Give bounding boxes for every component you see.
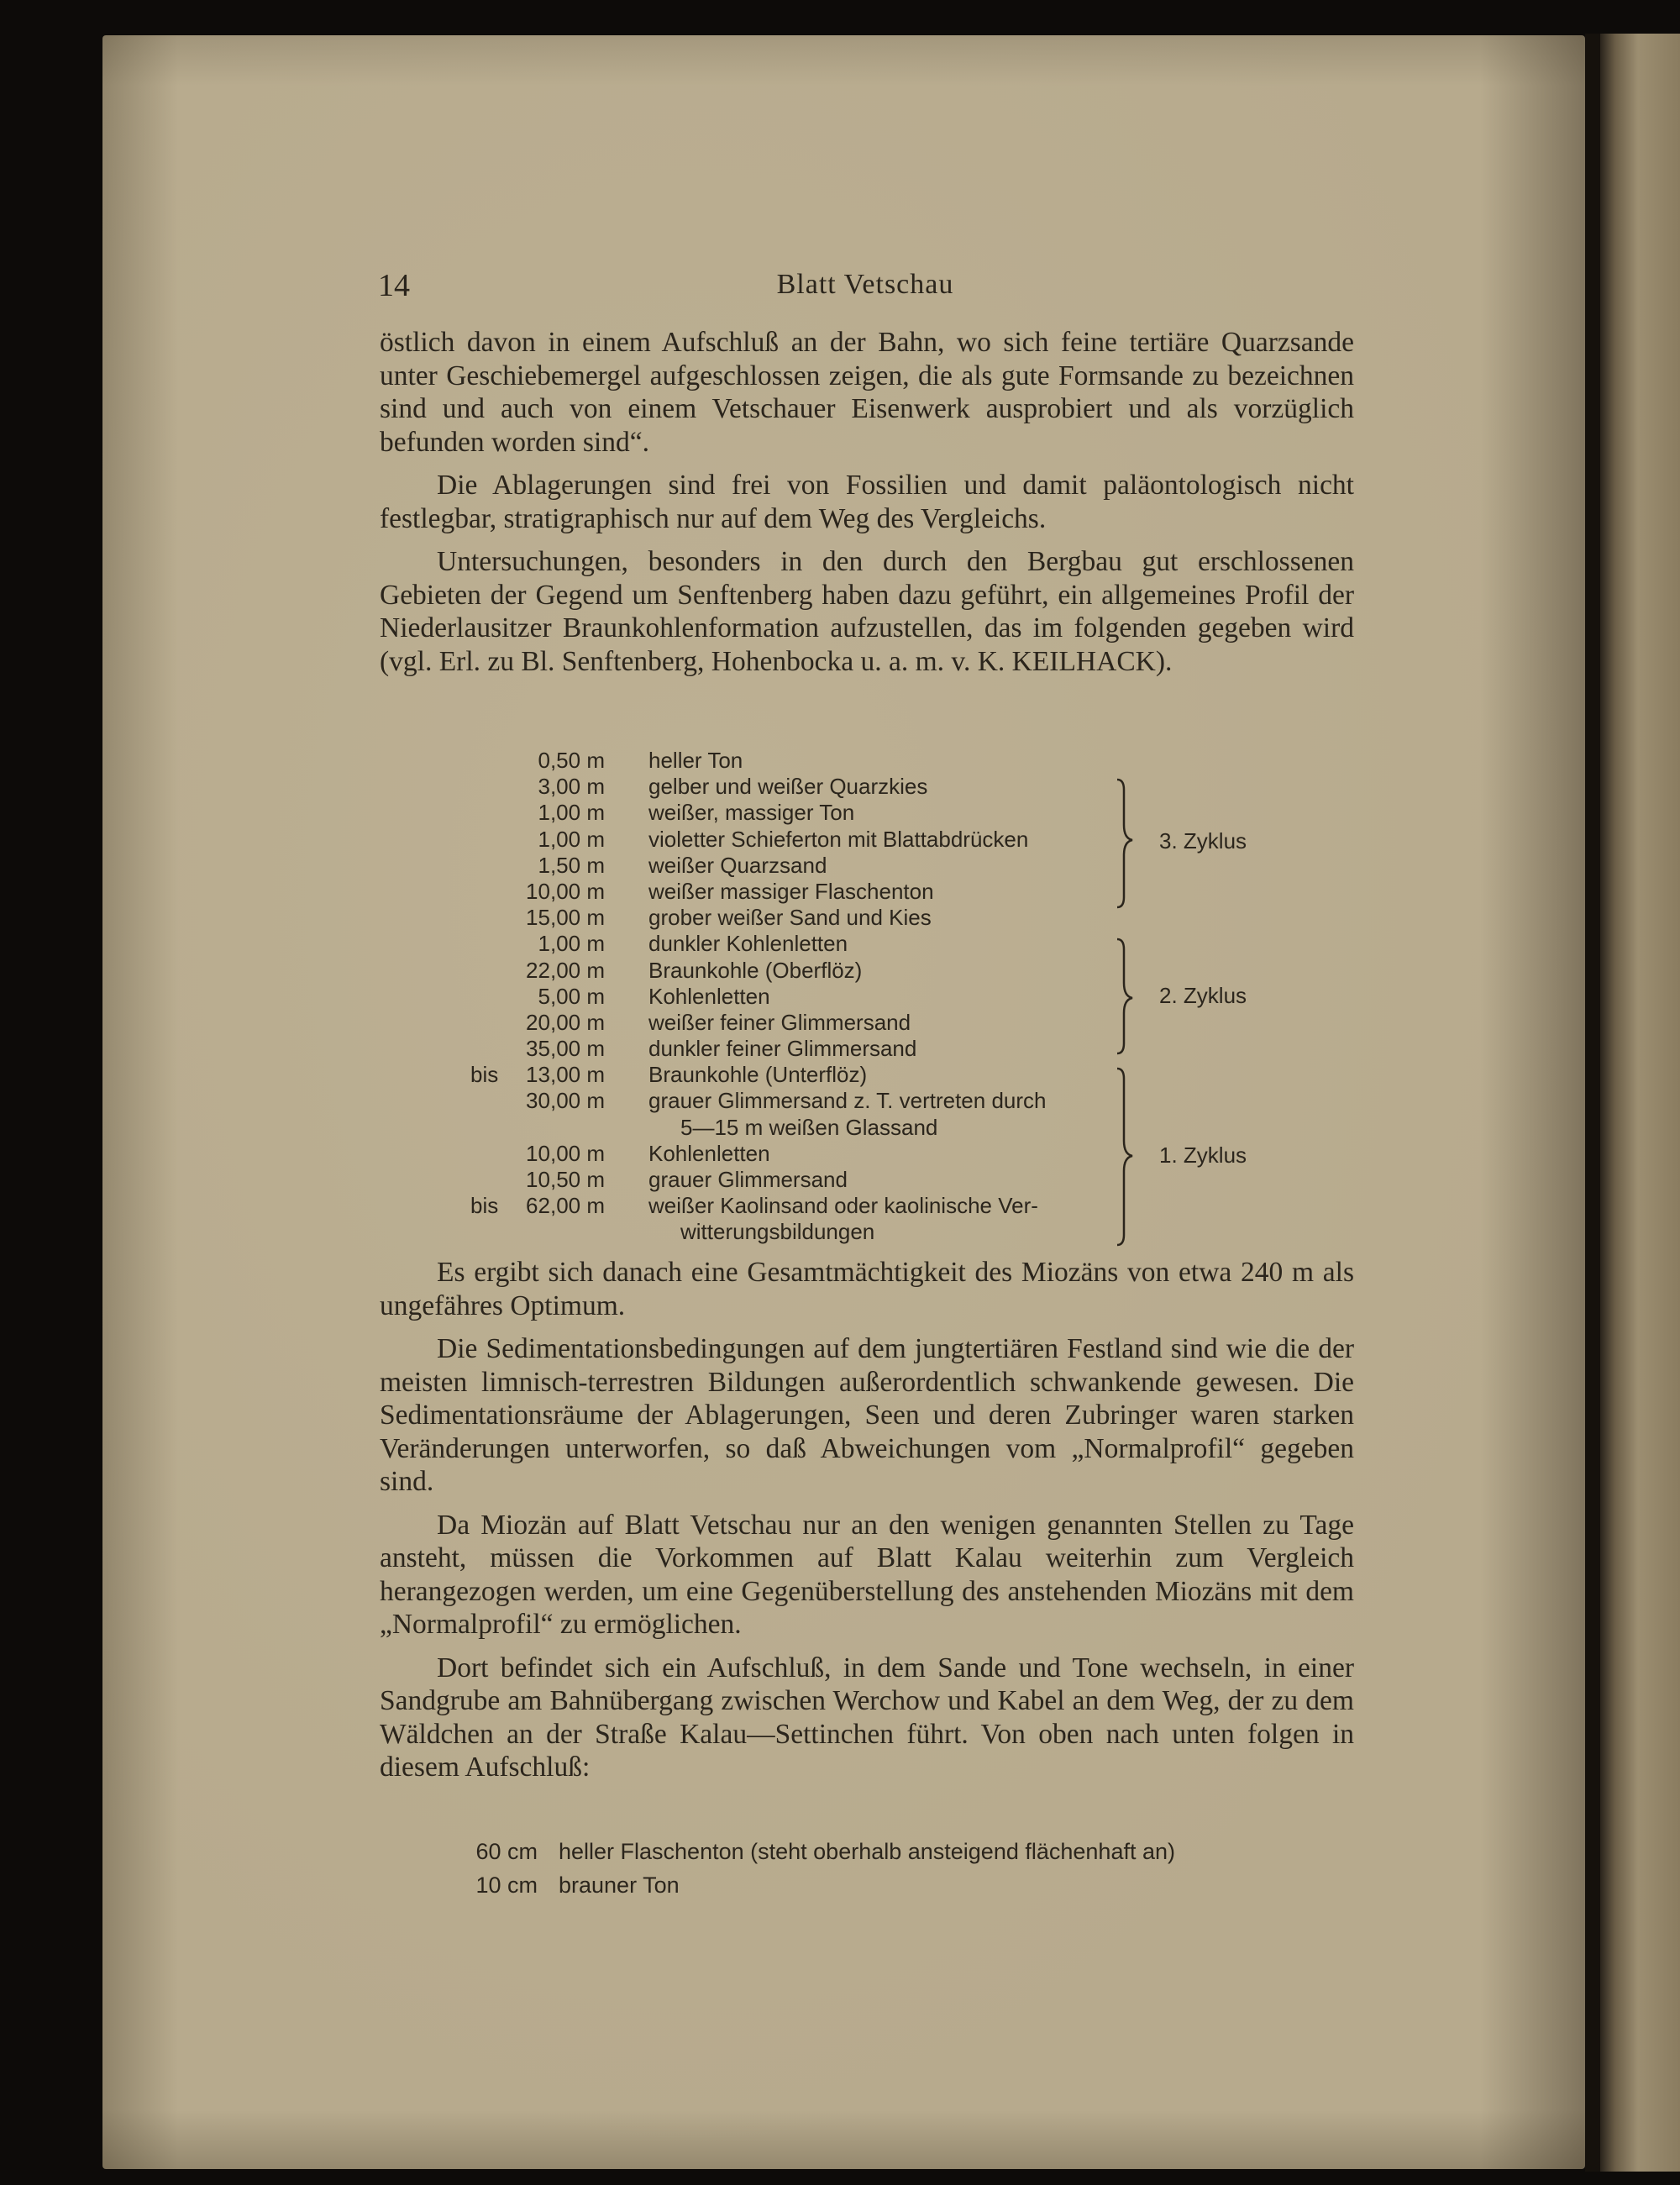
text-block-top xyxy=(380,326,1354,678)
profile-row: 3,00 m gelber und weißer Quarzkies xyxy=(538,774,928,800)
paragraph: Die Sedimentationsbedingungen auf dem jungtertiären Festland sind wie die der meisten limnisch-terrestren Bildungen außerordentlich schwankende gewesen. Die Sedimentationsräume der Ablagerungen, Seen und deren Zubringer waren starken Veränderungen unterworfen, so daß Abweichungen vom „Normalprofil“ gegeben sind. xyxy=(380,1333,1354,1497)
profile-row: 10,00 m weißer massiger Flaschenton xyxy=(526,878,934,904)
paragraph: Die Ablagerungen sind frei von Fossilien und damit paläontologisch nicht festlegbar, stratigraphisch nur auf dem Weg des Vergleichs. xyxy=(380,470,1354,534)
profile-row: 35,00 m dunkler feiner Glimmersand xyxy=(526,1036,917,1062)
profile-row: 22,00 m Braunkohle (Oberflöz) xyxy=(526,957,863,983)
cycle-label-1: 1. Zyklus xyxy=(1159,1142,1247,1168)
profile-row: 30,00 m grauer Glimmersand z. T. vertreten durch xyxy=(526,1088,1047,1114)
profile-row: 1,00 m dunkler Kohlenletten xyxy=(538,931,848,957)
brace-icon xyxy=(1117,939,1132,1053)
page-header xyxy=(378,267,1352,307)
paragraph: Untersuchungen, besonders in den durch den Bergbau gut erschlossenen Gebieten der Gegend um Senftenberg haben dazu geführt, ein allgemeines Profil der Niederlausitzer Braunkohlenformation aufzustellen, das im folgenden gegeben wird (vgl. Erl. zu Bl. Senftenberg, Hohenbocka u. a. m. v. K. KEILHACK). xyxy=(380,546,1354,677)
profile-row: 1,50 m weißer Quarzsand xyxy=(538,852,827,878)
paragraph: östlich davon in einem Aufschluß an der Bahn, wo sich feine tertiäre Quarzsande unter Geschiebemergel aufgeschlossen zeigen, die als gute Formsande zu bezeichnen sind und auch von einem Vetschauer Eisenwerk ausprobiert und als vorzüglich befunden worden sind“. xyxy=(380,327,1354,458)
paragraph: Es ergibt sich danach eine Gesamtmächtigkeit des Miozäns von etwa 240 m als ungefähres Optimum. xyxy=(380,1257,1354,1321)
cycle-brackets xyxy=(470,748,1277,1252)
page-number: 14 xyxy=(378,268,410,303)
profile-row: 10,00 m Kohlenletten xyxy=(526,1140,770,1166)
outcrop-row: 10 cm brauner Ton xyxy=(475,1872,680,1898)
running-title: Blatt Vetschau xyxy=(776,269,954,300)
profile-table xyxy=(470,748,1277,1246)
outcrop-row: 60 cm heller Flaschenton (steht oberhalb ansteigend flächenhaft an) xyxy=(475,1839,1175,1864)
profile-row: 10,50 m grauer Glimmersand xyxy=(526,1167,848,1192)
profile-row: 0,50 m heller Ton xyxy=(538,748,743,773)
brace-icon xyxy=(1117,1069,1132,1245)
cycle-label-2: 2. Zyklus xyxy=(1159,983,1247,1008)
profile-row: 5,00 m Kohlenletten xyxy=(538,983,770,1009)
outcrop-table xyxy=(462,1835,1344,1902)
profile-row: witterungsbildungen xyxy=(680,1219,875,1245)
profile-row: 20,00 m weißer feiner Glimmersand xyxy=(526,1009,911,1035)
book-gutter xyxy=(1585,34,1600,2172)
paragraph: Da Miozän auf Blatt Vetschau nur an den wenigen genannten Stellen zu Tage ansteht, müssen die Vorkommen auf Blatt Kalau weiterhin zum Vergleich herangezogen werden, um eine Gegenüberstellung des anstehenden Miozäns mit dem „Normalprofil“ zu ermöglichen. xyxy=(380,1509,1354,1640)
cycle-label-3: 3. Zyklus xyxy=(1159,828,1247,854)
paragraph: Dort befindet sich ein Aufschluß, in dem Sande und Tone wechseln, in einer Sandgrube am Bahnübergang zwischen Werchow und Kabel an dem Weg, der zu dem Wäldchen an der Straße Kalau—Settinchen führt. Von oben nach unten folgen in diesem Aufschluß: xyxy=(380,1652,1354,1783)
text-block-bottom xyxy=(380,1256,1354,1784)
next-page-edge xyxy=(1600,34,1680,2172)
profile-row: 5—15 m weißen Glassand xyxy=(680,1114,938,1140)
profile-row: bis 62,00 m weißer Kaolinsand oder kaolinische Ver- xyxy=(470,1193,1038,1219)
profile-row: 15,00 m grober weißer Sand und Kies xyxy=(526,905,932,931)
profile-row: 1,00 m violetter Schieferton mit Blattabdrücken xyxy=(538,826,1029,852)
profile-row: bis 13,00 m Braunkohle (Unterflöz) xyxy=(470,1062,868,1088)
profile-row: 1,00 m weißer, massiger Ton xyxy=(538,800,855,826)
brace-icon xyxy=(1117,780,1132,907)
